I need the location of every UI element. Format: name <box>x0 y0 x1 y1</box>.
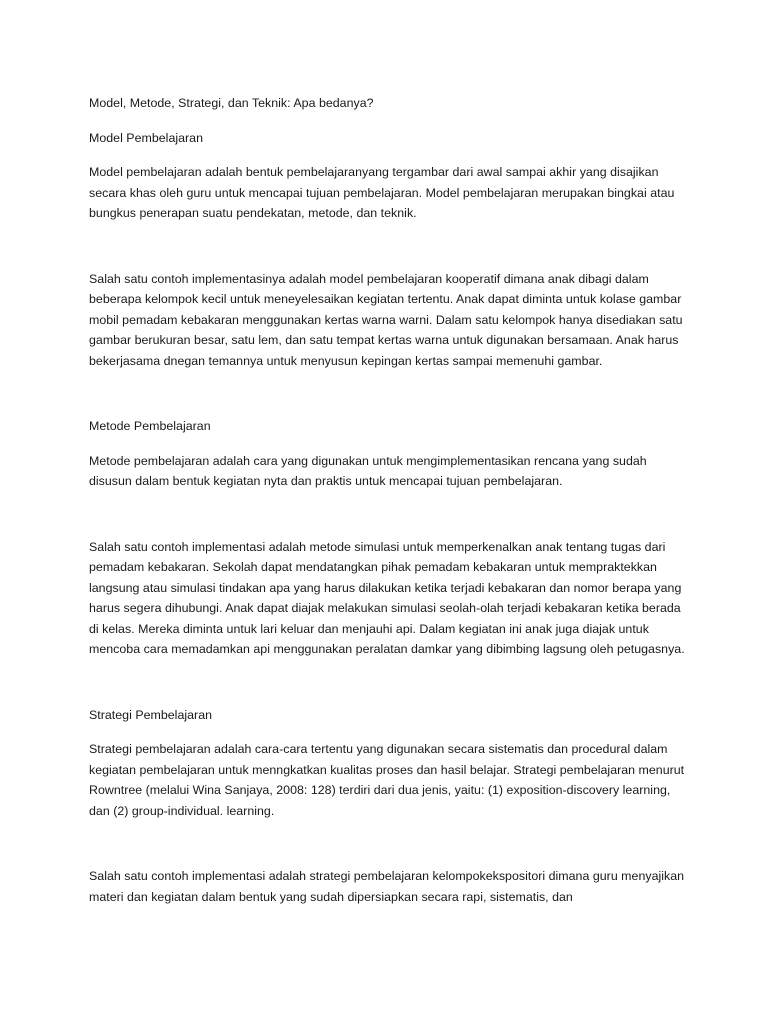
section-heading: Model Pembelajaran <box>89 130 204 145</box>
section-example: Salah satu contoh implementasi adalah metode simulasi untuk memperkenalkan anak tentang tugas dari pemadam kebakaran. Sekolah dapat mendatangkan pihak pemadam kebakaran untuk mempraktekkan langsung atau simulasi tindakan apa yang harus dilakukan ketika terjadi kebakaran dan nomor berapa yang harus segera dihubungi. Anak dapat diajak melakukan simulasi seolah-olah terjadi kebakaran ketika berada di kelas. Mereka diminta untuk lari keluar dan menjauhi api. Dalam kegiatan ini anak juga diajak untuk mencoba cara memadamkan api menggunakan peralatan damkar yang dibimbing lagsung oleh petugasnya. <box>89 539 685 656</box>
section-example: Salah satu contoh implementasi adalah strategi pembelajaran kelompokekspositori dimana guru menyajikan materi dan kegiatan dalam bentuk yang sudah dipersiapkan secara rapi, sistematis, dan <box>89 869 685 904</box>
section-definition: Model pembelajaran adalah bentuk pembelajaranyang tergambar dari awal sampai akhir yang disajikan secara khas oleh guru untuk mencapai tujuan pembelajaran. Model pembelajaran merupakan bingkai atau bungkus penerapan suatu pendekatan, metode, dan teknik. <box>89 165 675 220</box>
document-title: Model, Metode, Strategi, dan Teknik: Apa bedanya? <box>89 96 374 110</box>
section-heading: Metode Pembelajaran <box>89 419 211 433</box>
section-definition: Strategi pembelajaran adalah cara-cara tertentu yang digunakan secara sistematis dan procedural dalam kegiatan pembelajaran untuk menngkatkan kualitas proses dan hasil belajar. Strategi pembelajaran menurut Rowntree (melalui Wina Sanjaya, 2008: 128) terdiri dari dua jenis, yaitu: (1) exposition-discovery learning, dan (2) group-individual. learning. <box>89 742 685 818</box>
section-strategi <box>89 705 688 908</box>
section-metode <box>89 416 688 660</box>
section-example: Salah satu contoh implementasinya adalah model pembelajaran kooperatif dimana anak dibagi dalam beberapa kelompok kecil untuk meneyelesaikan kegiatan tertentu. Anak dapat diminta untuk kolase gambar mobil pemadam kebakaran menggunakan kertas warna warni. Dalam satu kelompok hanya disediakan satu gambar berukuran besar, satu lem, dan satu tempat kertas warna untuk digunakan bersamaan. Anak harus bekerjasama dnegan temannya untuk menyusun kepingan kertas sampai memenuhi gambar. <box>89 271 683 368</box>
section-definition: Metode pembelajaran adalah cara yang digunakan untuk mengimplementasikan rencana yang sudah disusun dalam bentuk kegiatan nyta dan praktis untuk mencapai tujuan pembelajaran. <box>89 453 647 488</box>
section-model <box>89 128 688 372</box>
section-heading: Strategi Pembelajaran <box>89 707 213 722</box>
